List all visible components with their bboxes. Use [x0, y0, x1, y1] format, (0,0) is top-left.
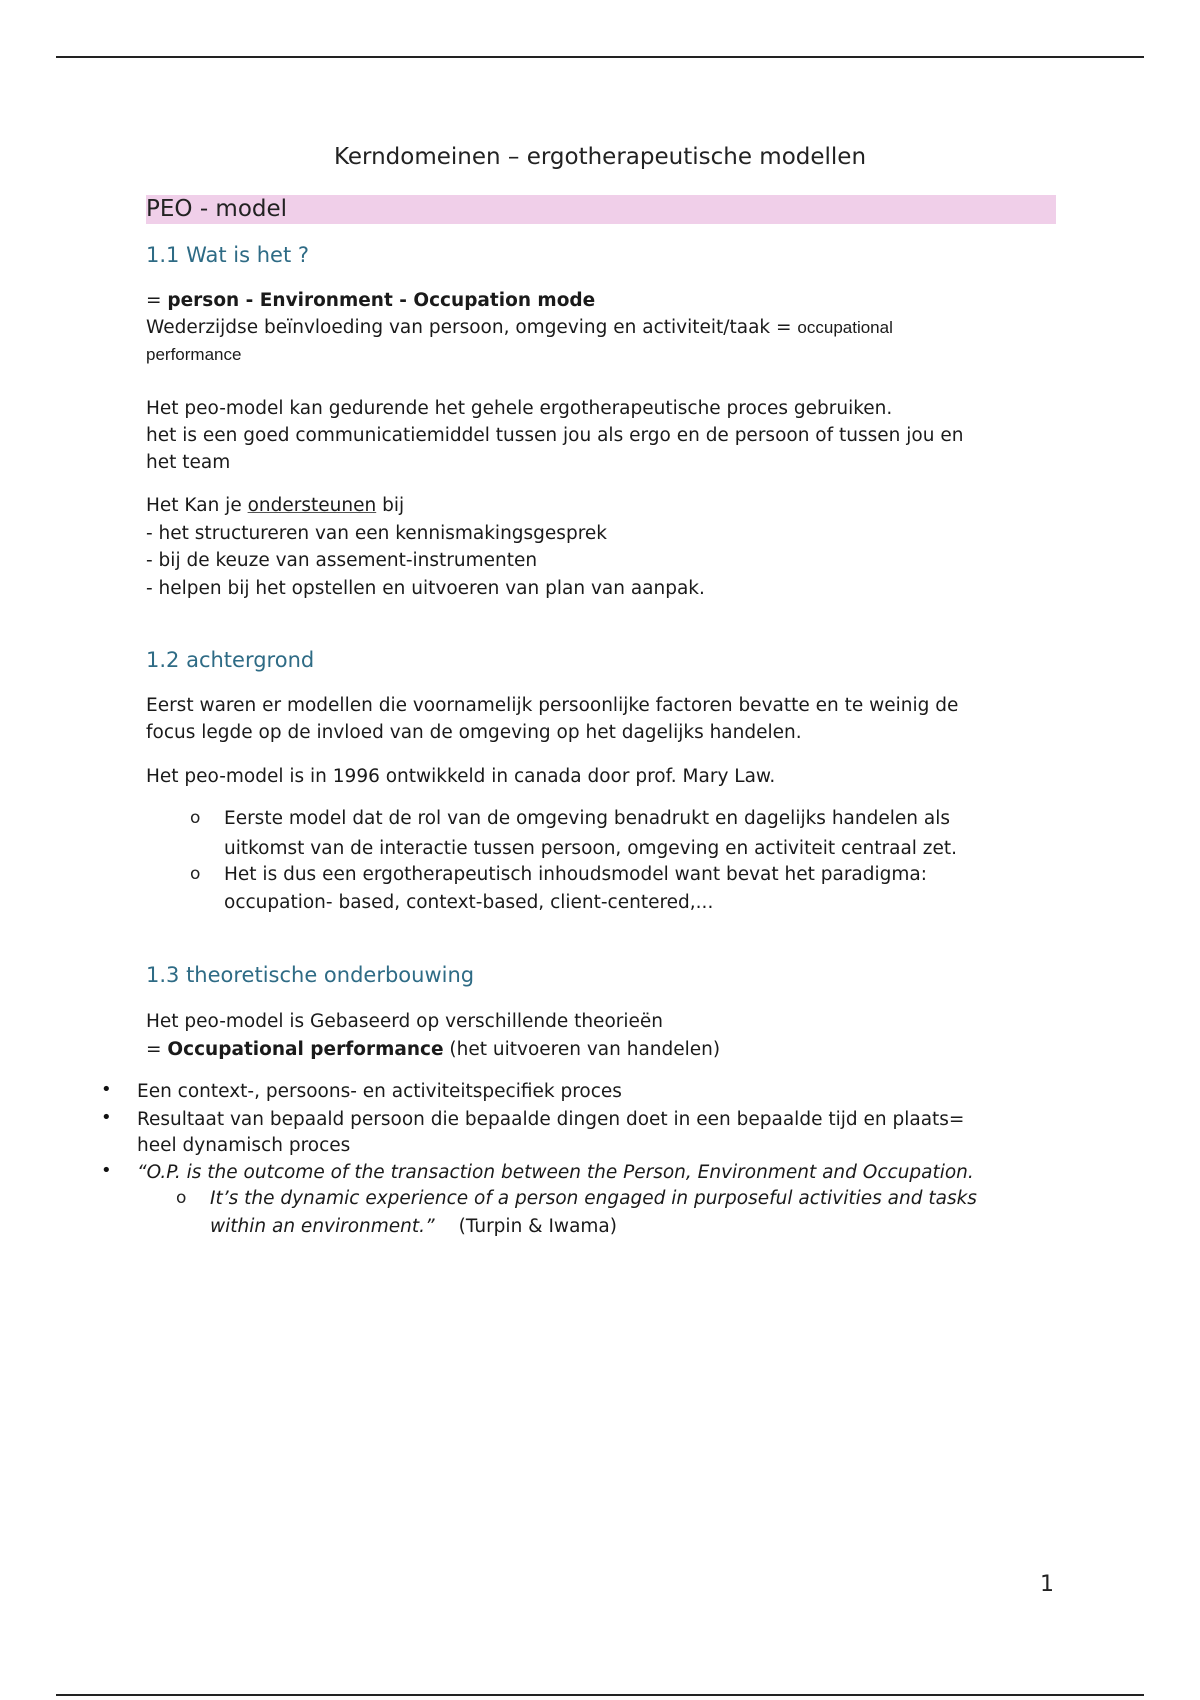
bullet-dot: •	[101, 1079, 112, 1100]
quote-source: (Turpin & Iwama)	[458, 1216, 617, 1237]
bullet-text: occupation- based, context-based, client-centered,...	[224, 892, 714, 913]
bullet-text: Het is dus een ergotherapeutisch inhoudsmodel want bevat het paradigma:	[224, 864, 927, 885]
support-item: - bij de keuze van assement-instrumenten	[146, 550, 538, 571]
theory-prefix: =	[146, 1039, 168, 1060]
bullet-marker: o	[176, 1188, 187, 1208]
header-rule	[56, 56, 1144, 58]
background-line-2: focus legde op de invloed van de omgeving op het dagelijks handelen.	[146, 722, 802, 743]
definition-bold: person - Environment - Occupation mode	[167, 290, 596, 311]
support-intro	[146, 492, 404, 519]
bullet-text: Eerste model dat de rol van de omgeving benadrukt en dagelijks handelen als	[224, 808, 950, 829]
theory-line-1: Het peo-model is Gebaseerd op verschillende theorieën	[146, 1011, 663, 1032]
influence-small-text: occupational	[797, 318, 893, 337]
support-suffix: bij	[376, 495, 405, 516]
theory-bullet-text: Resultaat van bepaald persoon die bepaalde dingen doet in een bepaalde tijd en plaats=	[137, 1109, 965, 1130]
support-item: - het structureren van een kennismakingsgesprek	[146, 523, 607, 544]
quote-line: “O.P. is the outcome of the transaction between the Person, Environment and Occupation.	[137, 1162, 974, 1183]
quote-text: within an environment.”	[210, 1216, 435, 1237]
peo-origin-line: Het peo-model is in 1996 ontwikkeld in canada door prof. Mary Law.	[146, 766, 776, 787]
bullet-marker: o	[190, 808, 201, 828]
peo-usage-line-2: het is een goed communicatiemiddel tussen jou als ergo en de persoon of tussen jou en	[146, 425, 964, 446]
bullet-dot: •	[101, 1107, 112, 1128]
influence-line	[146, 314, 893, 341]
quote-line: It’s the dynamic experience of a person engaged in purposeful activities and tasks	[210, 1188, 977, 1209]
support-prefix: Het Kan je	[146, 495, 248, 516]
subheading-1-3: 1.3 theoretische onderbouwing	[146, 963, 475, 987]
influence-text: Wederzijdse beïnvloeding van persoon, omgeving en activiteit/taak =	[146, 317, 798, 338]
theory-bold: Occupational performance	[167, 1039, 444, 1060]
theory-bullet-text: Een context-, persoons- en activiteitspecifiek proces	[137, 1081, 622, 1102]
peo-usage-line-1: Het peo-model kan gedurende het gehele ergotherapeutische proces gebruiken.	[146, 398, 893, 419]
theory-suffix: (het uitvoeren van handelen)	[443, 1039, 721, 1060]
support-underlined: ondersteunen	[247, 495, 377, 516]
support-item: - helpen bij het opstellen en uitvoeren van plan van aanpak.	[146, 578, 705, 599]
bullet-dot: •	[101, 1160, 112, 1181]
bullet-text: uitkomst van de interactie tussen persoon, omgeving en activiteit centraal zet.	[224, 838, 958, 859]
theory-bullet-text: heel dynamisch proces	[137, 1135, 351, 1156]
definition-line	[146, 287, 595, 314]
quote-line-with-source	[210, 1213, 617, 1240]
influence-continuation: performance	[146, 345, 242, 364]
subheading-1-1: 1.1 Wat is het ?	[146, 243, 310, 267]
definition-prefix: =	[146, 290, 168, 311]
peo-usage-line-3: het team	[146, 452, 231, 473]
theory-line-2	[146, 1036, 720, 1063]
footer-rule	[56, 1694, 1144, 1696]
subheading-1-2: 1.2 achtergrond	[146, 648, 315, 672]
bullet-marker: o	[190, 864, 201, 884]
section-heading-peo-model: PEO - model	[146, 195, 1056, 224]
background-line-1: Eerst waren er modellen die voornamelijk persoonlijke factoren bevatte en te weinig de	[146, 695, 959, 716]
page-number: 1	[1040, 1572, 1054, 1597]
document-title: Kerndomeinen – ergotherapeutische modellen	[333, 144, 867, 170]
